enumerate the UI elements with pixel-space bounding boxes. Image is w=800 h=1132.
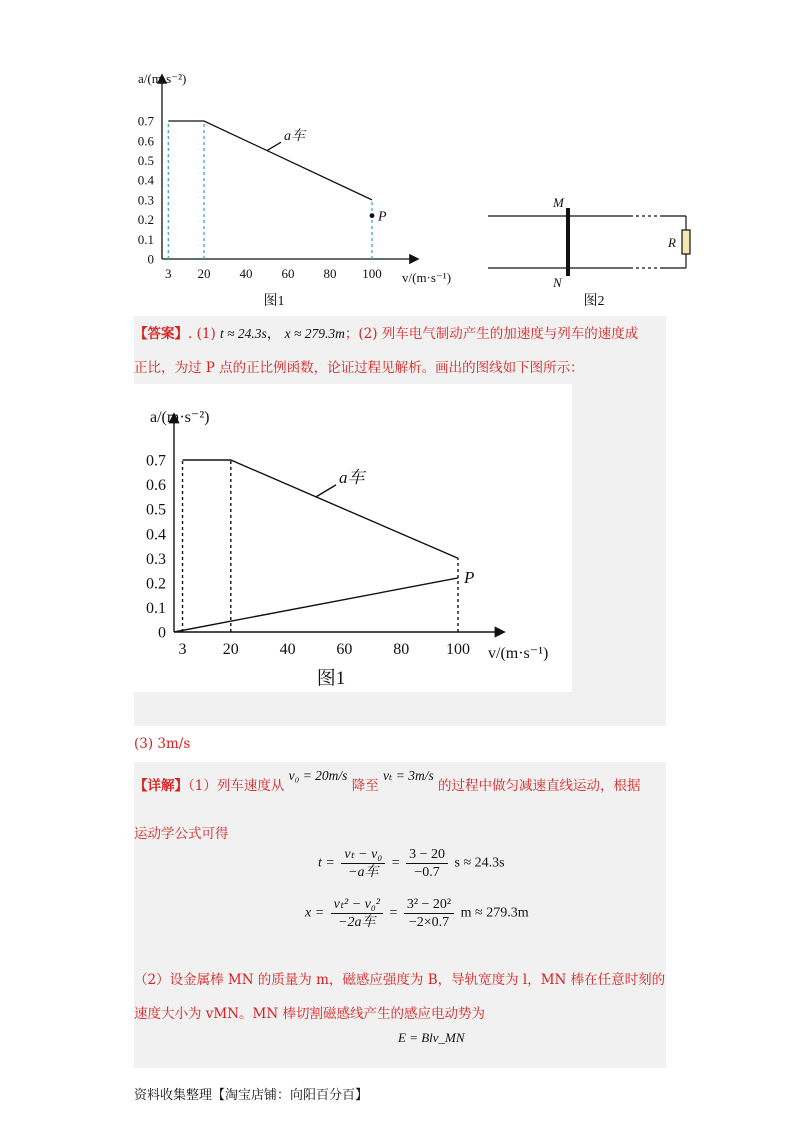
y-tick-label: 0.3 xyxy=(137,192,154,208)
figure2-caption: 图2 xyxy=(583,294,605,309)
figure1-chart xyxy=(120,55,480,315)
x-tick-label: 80 xyxy=(393,641,410,658)
point-p-label: P xyxy=(378,209,387,225)
x-tick-label: 40 xyxy=(279,641,296,658)
label-r: R xyxy=(668,235,676,250)
y-tick-label: 0.7 xyxy=(146,452,166,470)
y-tick-label: 0.6 xyxy=(137,133,154,149)
detail-line1: 【详解】（1）列车速度从 v₀ = 20m/s 降至 vₜ = 3m/s 的过程中做匀减速直线运动，根据 xyxy=(134,768,641,794)
resistor-r xyxy=(682,230,690,254)
figure2-circuit xyxy=(480,190,710,315)
y-tick-label: 0.6 xyxy=(146,477,166,495)
y-tick-label: 0 xyxy=(147,251,154,267)
answer-part2-line1: ；(2) 列车电气制动产生的加速度与列车的速度成 xyxy=(344,326,639,342)
x-tick-label: 3 xyxy=(165,266,172,281)
answer-x-result: x ≈ 279.3m xyxy=(284,326,345,341)
x-tick-label: 60 xyxy=(281,266,295,281)
y-tick-label: 0.2 xyxy=(137,212,154,228)
answer-chart xyxy=(134,384,572,692)
detail-v0: v₀ = 20m/s xyxy=(288,768,348,783)
y-tick-label: 0.1 xyxy=(146,600,166,618)
x-tick-label: 100 xyxy=(362,266,382,281)
label-m: M xyxy=(553,195,564,210)
answer-line1: 【答案】. (1) t ≈ 24.3s， x ≈ 279.3m；(2) 列车电气制动产生的加速度与列车的速度成 xyxy=(134,326,639,342)
x-tick-label: 3 xyxy=(178,641,187,658)
answer-part1-prefix: . (1) xyxy=(188,326,216,342)
y-tick-label: 0 xyxy=(158,624,166,642)
curve-leader xyxy=(267,142,281,150)
detail-vt: vₜ = 3m/s xyxy=(383,768,434,783)
detail-part2-line2: 速度大小为 vMN。MN 棒切割磁感线产生的感应电动势为 xyxy=(134,1006,485,1022)
y-axis-label: a/(m·s⁻²) xyxy=(138,71,187,86)
y-tick-label: 0.4 xyxy=(146,526,166,544)
point-p xyxy=(370,213,375,218)
answer-chart-caption: 图1 xyxy=(316,668,346,689)
y-tick-label: 0.3 xyxy=(146,550,166,568)
x-tick-label: 20 xyxy=(222,641,239,658)
label-n: N xyxy=(553,275,562,290)
x-tick-label: 60 xyxy=(336,641,353,658)
detail-part2-line1: （2）设金属棒 MN 的质量为 m，磁感应强度为 B，导轨宽度为 l，MN 棒在任意时刻的 xyxy=(134,972,666,988)
point-p-label: P xyxy=(464,567,475,587)
equation-x: x = $\frac{\text{vₜ² − v₀²}}{\text{−2a车}}$ = $\frac{\text{3² − 20²}}{-2\times 0.7}$ m ≈ 279.3m xyxy=(305,897,529,930)
x-axis-label: v/(m·s⁻¹) xyxy=(488,645,549,662)
answer-tag: 【答案】 xyxy=(134,326,188,342)
equation-t: t = $\frac{\text{vₜ − v₀}}{\text{−a车}}$ = $\frac{3 - 20}{-0.7}$ s ≈ 24.3s xyxy=(318,847,505,880)
y-tick-label: 0.7 xyxy=(137,113,154,129)
series-a-line xyxy=(168,121,372,200)
answer-t-result: t ≈ 24.3s xyxy=(220,326,267,341)
footer-text: 资料收集整理【淘宝店铺：向阳百分百】 xyxy=(134,1088,369,1103)
answer-part3: (3) 3m/s xyxy=(134,736,191,752)
curve-label: a车 xyxy=(339,467,365,487)
equation-emf: E = Blv_MN xyxy=(398,1030,465,1045)
x-tick-label: 80 xyxy=(323,266,337,281)
y-tick-label: 0.5 xyxy=(137,152,154,168)
y-axis-label: a/(m·s⁻²) xyxy=(150,409,210,426)
x-tick-label: 20 xyxy=(197,266,211,281)
detail-line2: 运动学公式可得 xyxy=(134,826,229,842)
curve-label: a车 xyxy=(284,129,305,145)
x-tick-label: 40 xyxy=(239,266,253,281)
y-tick-label: 0.4 xyxy=(137,172,154,188)
y-tick-label: 0.5 xyxy=(146,501,166,519)
x-axis-label: v/(m·s⁻¹) xyxy=(402,270,452,285)
answer-line2: 正比，为过 P 点的正比例函数，论证过程见解析。画出的图线如下图所示： xyxy=(134,360,584,376)
y-tick-label: 0.2 xyxy=(146,575,166,593)
detail-tag: 【详解】 xyxy=(134,778,188,794)
x-tick-label: 100 xyxy=(446,641,470,658)
y-tick-label: 0.1 xyxy=(137,231,154,247)
figure1-caption: 图1 xyxy=(263,294,285,309)
